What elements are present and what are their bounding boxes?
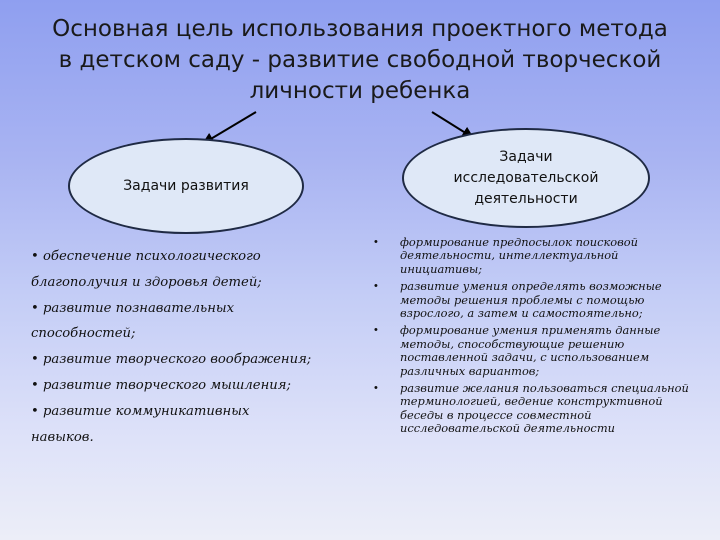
list-item	[374, 280, 694, 320]
list-item	[374, 382, 694, 436]
list-item: навыков.	[31, 429, 94, 445]
list-item: • обеспечение психологического	[31, 249, 261, 264]
slide-title	[20, 14, 700, 107]
list-item-text: формирование предпосылок поисковой деятельности, интеллектуальной инициативы;	[400, 235, 638, 276]
development-tasks-heading: Задачи развития	[123, 178, 249, 194]
list-item-text: развитие желания пользоваться специальной терминологией, ведение конструктивной беседы в процессе совместной исследовательской деятельности	[400, 381, 689, 436]
development-tasks-ellipse	[68, 138, 304, 234]
list-item: • развитие творческого воображения;	[31, 352, 312, 368]
list-item: благополучия и здоровья детей;	[31, 274, 262, 290]
title-line-2: в детском саду - развитие свободной творческой	[58, 47, 662, 73]
bullet-marker: •	[374, 382, 378, 395]
development-tasks-list	[31, 244, 361, 450]
list-item	[374, 324, 694, 378]
research-heading-line-1: Задачи	[499, 148, 553, 165]
research-tasks-ellipse	[402, 128, 650, 228]
list-item: способностей;	[31, 326, 136, 342]
bullet-marker: •	[374, 324, 378, 337]
list-item: • развитие творческого мышления;	[31, 377, 291, 393]
list-item: • развитие коммуникативных	[31, 403, 250, 419]
bullet-marker: •	[374, 236, 378, 248]
list-item-text: формирование умения применять данные методы, способствующие решению поставленной задачи, с использованием различных вариантов;	[400, 323, 661, 378]
list-item-text: развитие умения определять возможные методы решения проблемы с помощью взрослого, а затем и самостоятельно;	[400, 279, 662, 321]
list-item: • развитие познавательных	[31, 300, 235, 316]
title-line-3: личности ребенка	[249, 78, 471, 104]
research-heading-line-2: исследовательской	[453, 169, 599, 186]
research-heading-line-3: деятельности	[474, 190, 578, 207]
bullet-marker: •	[374, 280, 378, 293]
research-tasks-list	[374, 236, 694, 440]
list-item	[374, 236, 694, 276]
title-line-1: Основная цель использования проектного метода	[52, 16, 668, 42]
research-tasks-heading	[454, 147, 599, 210]
